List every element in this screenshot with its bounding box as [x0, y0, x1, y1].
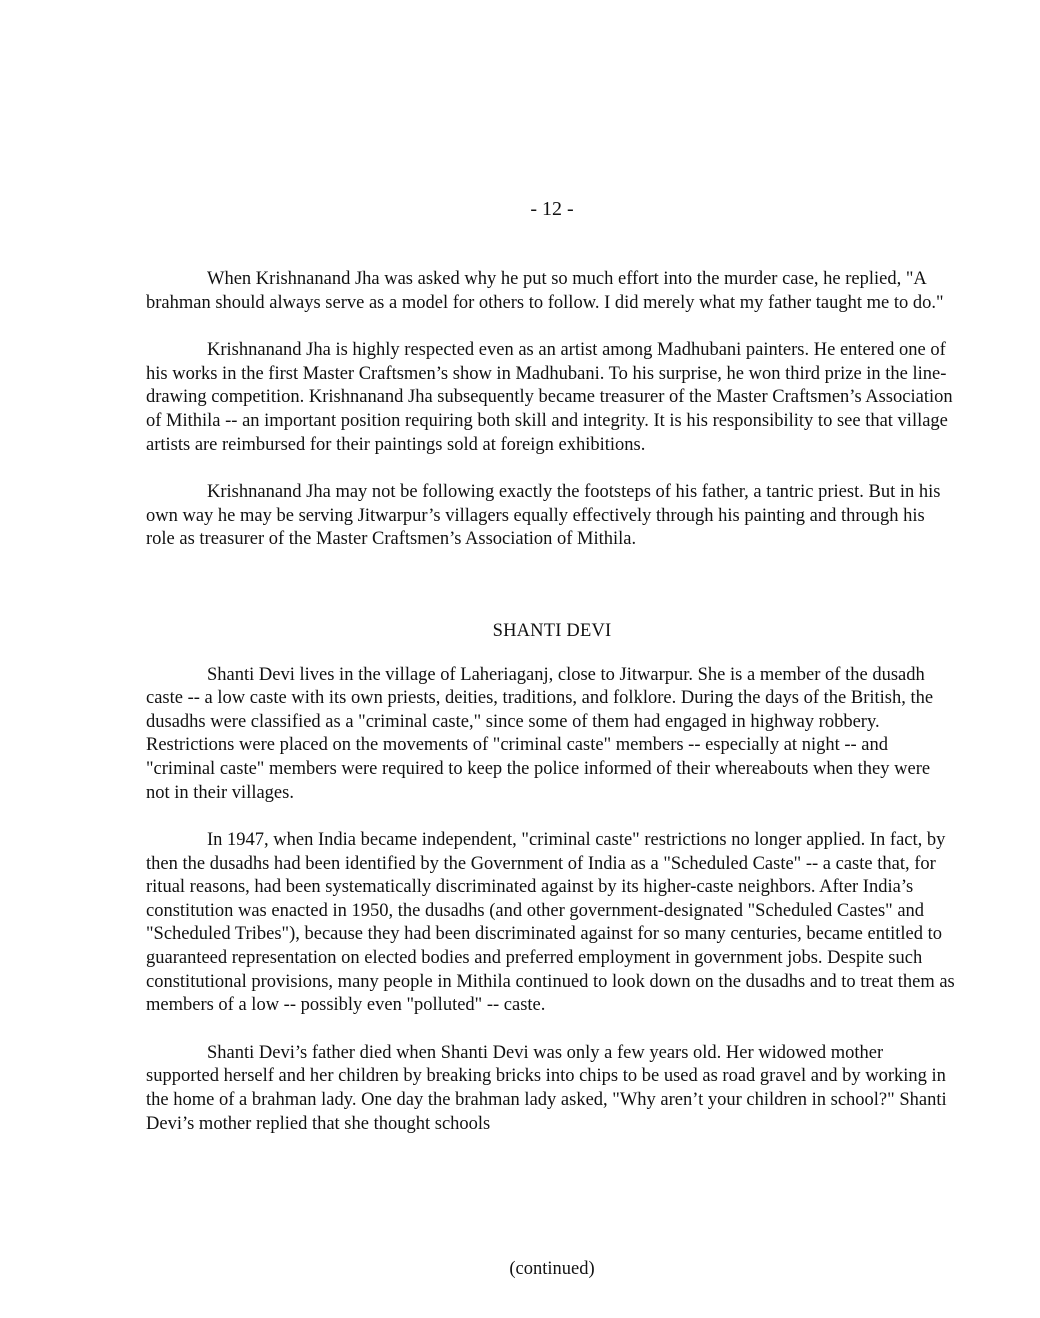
document-body: [146, 268, 958, 1160]
section-heading-shanti-devi: SHANTI DEVI: [492, 620, 612, 641]
document-page: [146, 0, 958, 1318]
paragraph-scheduled-caste: In 1947, when India became independent, "criminal caste" restrictions no longer applied. In fact, by then the dusadhs had been identified by the Government of India as a "Scheduled Caste" -- a caste that, for ritual reasons, had been systematically discriminated against by its higher-caste neighbors. After India’s constitution was enacted in 1950, the dusadhs (and other government-designated "Scheduled Castes" and "Scheduled Tribes"), because they had been discriminated against for so many centuries, became entitled to guaranteed representation on elected bodies and preferred employment in government jobs. Despite such constitutional provisions, many people in Mithila continued to look down on the dusadhs and to treat them as members of a low -- possibly even "polluted" -- caste.: [146, 830, 955, 1016]
paragraph-shanti-devi-caste: Shanti Devi lives in the village of Laheriaganj, close to Jitwarpur. She is a member of the dusadh caste -- a low caste with its own priests, deities, traditions, and folklore. During the days of the British, the dusadhs were classified as a "criminal caste," since some of them had engaged in highway robbery. Restrictions were placed on the movements of "criminal caste" members -- especially at night -- and "criminal caste" members were required to keep the police informed of their whereabouts when they were not in their villages.: [146, 664, 934, 803]
paragraph-shanti-devi-family: Shanti Devi’s father died when Shanti Devi was only a few years old. Her widowed mother supported herself and her children by breaking bricks into chips to be used as road gravel and by working in the home of a brahman lady. One day the brahman lady asked, "Why aren’t your children in school?" Shanti Devi’s mother replied that she thought schools: [146, 1042, 947, 1134]
paragraph-krishnanand-artist: Krishnanand Jha is highly respected even as an artist among Madhubani painters. He entered one of his works in the first Master Craftsmen’s show in Madhubani. To his surprise, he won third prize in the line-drawing competition. Krishnanand Jha subsequently became treasurer of the Master Craftsmen’s Association of Mithila -- an important position requiring both skill and integrity. It is his responsibility to see that village artists are reimbursed for their paintings sold at foreign exhibitions.: [146, 340, 953, 455]
continued-note: (continued): [509, 1259, 595, 1279]
paragraph-krishnanand-murder-case: When Krishnanand Jha was asked why he put so much effort into the murder case, he replied, "A brahman should always serve as a model for others to follow. I did merely what my father taught me to do.": [146, 269, 944, 313]
paragraph-krishnanand-treasurer: Krishnanand Jha may not be following exactly the footsteps of his father, a tantric priest. But in his own way he may be serving Jitwarpur’s villagers equally effectively through his painting and through his role as treasurer of the Master Craftsmen’s Association of Mithila.: [146, 482, 941, 550]
page-number: - 12 -: [530, 198, 574, 220]
